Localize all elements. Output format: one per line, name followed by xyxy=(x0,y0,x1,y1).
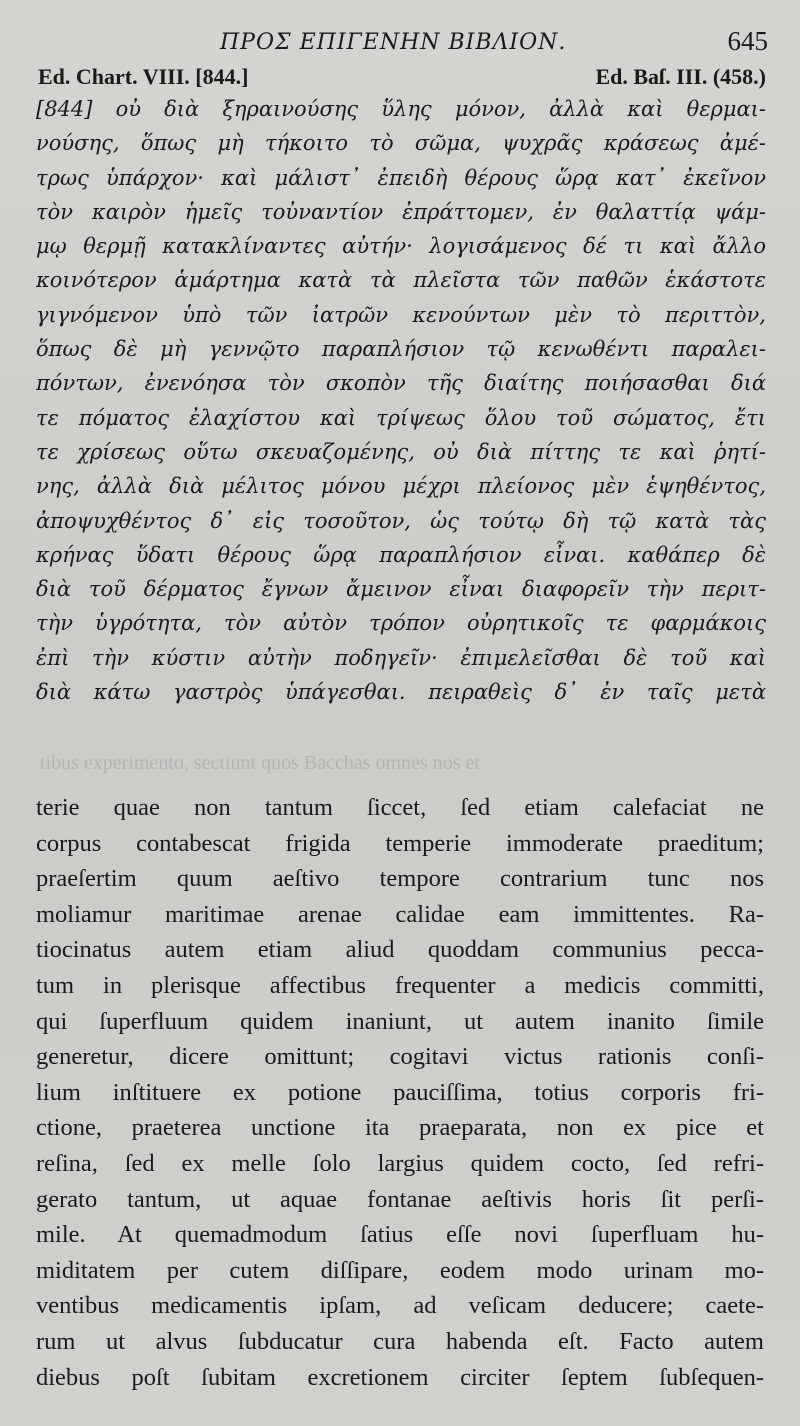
edition-chartier-ref: Ed. Chart. VIII. [844.] xyxy=(38,64,249,89)
latin-line: tum in plerisque affectibus frequenter a medicis committi, xyxy=(36,971,764,999)
greek-text-block xyxy=(36,92,766,709)
latin-text-block xyxy=(36,790,764,1395)
latin-line: miditatem per cutem diſſipare, eodem modo urinam mo- xyxy=(36,1256,764,1284)
greek-line: νούσης, ὅπως μὴ τήκοιτο τὸ σῶμα, ψυχρᾶς κράσεως ἀμέ- xyxy=(36,131,766,156)
latin-line: diebus poſt ſubitam excretionem circiter ſeptem ſubſequen- xyxy=(36,1363,764,1391)
latin-line: corpus contabescat frigida temperie immoderate praeditum; xyxy=(36,829,764,857)
latin-line: tiocinatus autem etiam aliud quoddam communius pecca- xyxy=(36,936,764,964)
greek-line: τὸν καιρὸν ἡμεῖς τοὐναντίον ἐπράττομεν, ἐν θαλαττίᾳ ψάμ- xyxy=(36,199,766,224)
greek-line: τὴν ὑγρότητα, τὸν αὐτὸν τρόπον οὐρητικοῖς τε φαρμάκοις xyxy=(36,611,766,636)
latin-line: qui ſuperfluum quidem inaniunt, ut autem inanito ſimile xyxy=(36,1007,764,1035)
latin-line: gerato tantum, ut aquae fontanae aeſtivis horis ſit perſi- xyxy=(36,1185,764,1213)
greek-line: κοινότερον ἁμάρτημα κατὰ τὰ πλεῖστα τῶν παθῶν ἑκάστοτε xyxy=(36,268,766,293)
greek-line: τε πόματος ἐλαχίστου καὶ τρίψεως ὅλου τοῦ σώματος, ἔτι xyxy=(36,405,766,430)
latin-line: terie quae non tantum ſiccet, ſed etiam calefaciat ne xyxy=(36,794,764,821)
greek-line: διὰ τοῦ δέρματος ἔγνων ἄμεινον εἶναι διαφορεῖν τὴν περιτ- xyxy=(36,577,766,602)
greek-line: μῳ θερμῇ κατακλίναντες αὐτήν· λογισάμενος δέ τι καὶ ἄλλο xyxy=(36,234,766,259)
edition-reference-line xyxy=(38,64,766,94)
latin-line: rum ut alvus ſubducatur cura habenda eſt. Facto autem xyxy=(36,1327,764,1355)
greek-line: νης, ἀλλὰ διὰ μέλιτος μόνου μέχρι πλείονος μὲν ἑψηθέντος, xyxy=(36,474,766,499)
latin-line: praeſertim quum aeſtivo tempore contrarium tunc nos xyxy=(36,865,764,893)
edition-basel-ref: Ed. Baſ. III. (458.) xyxy=(595,64,766,89)
greek-line: κρήνας ὕδατι θέρους ὥρᾳ παραπλήσιον εἶναι. καθάπερ δὲ xyxy=(36,542,766,567)
latin-line: ctione, praeterea unctione ita praeparata, non ex pice et xyxy=(36,1114,764,1142)
greek-line: τε χρίσεως οὕτω σκευαζομένης, οὐ διὰ πίττης τε καὶ ῥητί- xyxy=(36,439,766,464)
greek-line: ὅπως δὲ μὴ γεννῷτο παραπλήσιον τῷ κενωθέντι παραλει- xyxy=(36,337,766,362)
latin-line: mile. At quemadmodum ſatius eſſe novi ſuperfluam hu- xyxy=(36,1221,764,1249)
bleed-through-text: tibus experimento, sectiunt quos Bacchas omnes nos et xyxy=(40,752,480,774)
latin-line: ventibus medicamentis ipſam, ad veſicam deducere; caete- xyxy=(36,1292,764,1320)
greek-line: τρως ὑπάρχον· καὶ μάλιστ᾽ ἐπειδὴ θέρους ὥρᾳ κατ᾽ ἐκεῖνον xyxy=(36,165,766,190)
greek-line: ἀποψυχθέντος δ᾽ εἰς τοσοῦτον, ὡς τούτῳ δὴ τῷ κατὰ τὰς xyxy=(36,508,766,533)
latin-line: generetur, dicere omittunt; cogitavi victus rationis conſi- xyxy=(36,1043,764,1071)
greek-line: διὰ κάτω γαστρὸς ὑπάγεσθαι. πειραθεὶς δ᾽ ἐν ταῖς μετὰ xyxy=(36,680,766,705)
greek-line: γιγνόμενον ὑπὸ τῶν ἰατρῶν κενούντων μὲν τὸ περιττὸν, xyxy=(36,302,766,327)
greek-line: [844] οὐ διὰ ξηραινούσης ὕλης μόνον, ἀλλὰ καὶ θερμαι- xyxy=(36,97,766,121)
greek-line: πόντων, ἐνενόησα τὸν σκοπὸν τῆς διαίτης ποιήσασθαι διά xyxy=(36,371,766,396)
running-head-title: ΠΡΟΣ ΕΠΙΓΕΝΗΝ ΒΙΒΛΙΟΝ. xyxy=(220,30,567,55)
latin-line: lium inſtituere ex potione pauciſſima, totius corporis fri- xyxy=(36,1078,764,1106)
page-number: 645 xyxy=(727,26,768,56)
running-head xyxy=(0,26,800,66)
latin-line: moliamur maritimae arenae calidae eam immittentes. Ra- xyxy=(36,900,764,928)
greek-line: ἐπὶ τὴν κύστιν αὐτὴν ποδηγεῖν· ἐπιμελεῖσθαι δὲ τοῦ καὶ xyxy=(36,645,766,670)
latin-line: reſina, ſed ex melle ſolo largius quidem cocto, ſed refri- xyxy=(36,1149,764,1177)
